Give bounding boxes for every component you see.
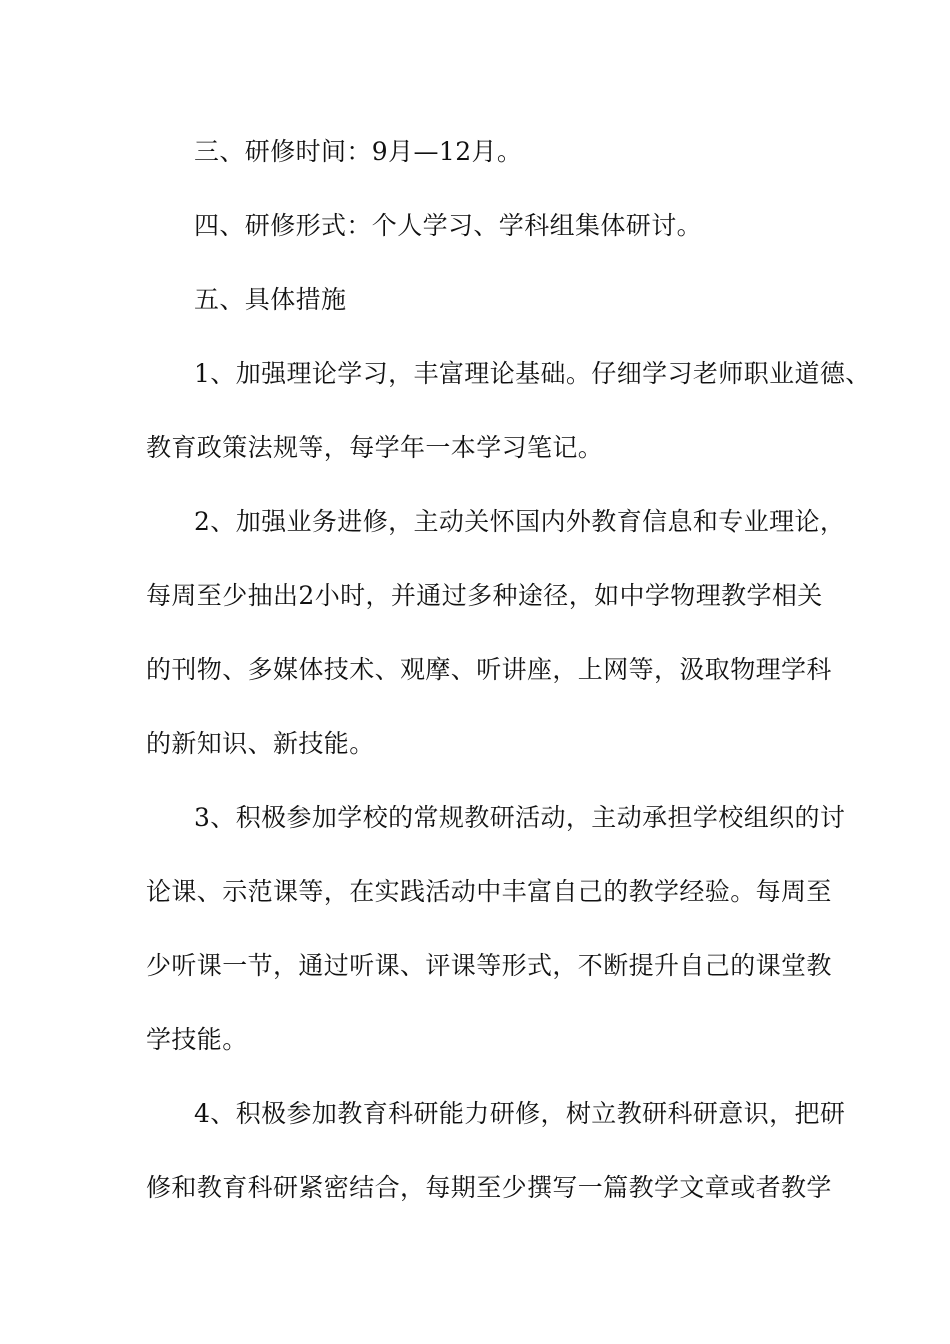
measure-3-line-1: 3、积极参加学校的常规教研活动，主动承担学校组织的讨 [194,803,846,832]
section-heading-study-time: 三、研修时间：9月—12月。 [194,137,523,166]
measure-3-line-4: 学技能。 [146,1025,248,1054]
measure-4-line-2: 修和教育科研紧密结合，每期至少撰写一篇教学文章或者教学 [146,1173,832,1202]
measure-3-line-2: 论课、示范课等，在实践活动中丰富自己的教学经验。每周至 [146,877,832,906]
measure-1-line-2: 教育政策法规等，每学年一本学习笔记。 [146,433,604,462]
measure-2-line-2: 每周至少抽出2小时，并通过多种途径，如中学物理教学相关 [146,581,823,610]
section-heading-study-form: 四、研修形式：个人学习、学科组集体研讨。 [194,211,703,240]
measure-2-line-3: 的刊物、多媒体技术、观摩、听讲座，上网等，汲取物理学科 [146,655,832,684]
section-heading-measures: 五、具体措施 [194,285,347,314]
measure-3-line-3: 少听课一节，通过听课、评课等形式，不断提升自己的课堂教 [146,951,832,980]
measure-2-line-4: 的新知识、新技能。 [146,729,375,758]
measure-4-line-1: 4、积极参加教育科研能力研修，树立教研科研意识，把研 [194,1099,846,1128]
measure-2-line-1: 2、加强业务进修，主动关怀国内外教育信息和专业理论， [194,507,846,536]
measure-1-line-1: 1、加强理论学习，丰富理论基础。仔细学习老师职业道德、 [194,359,871,388]
